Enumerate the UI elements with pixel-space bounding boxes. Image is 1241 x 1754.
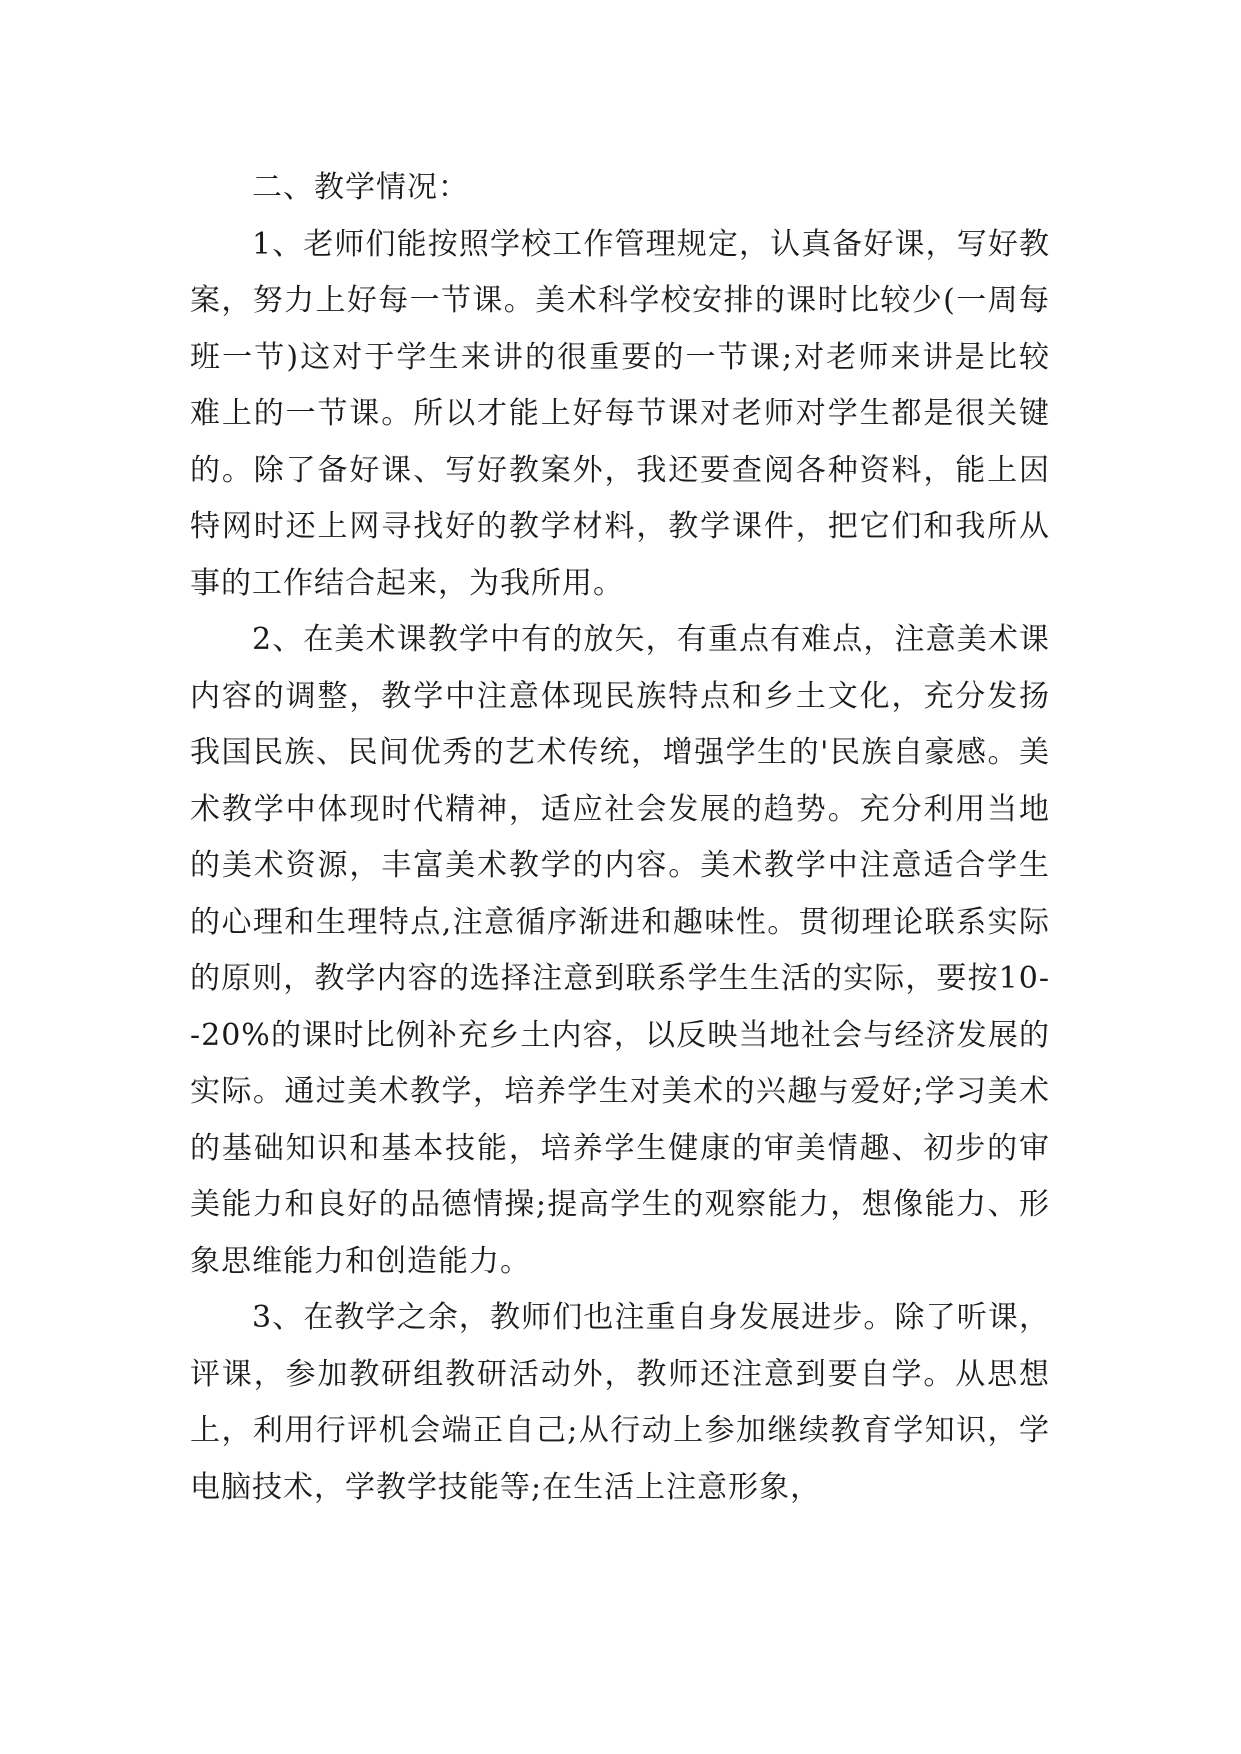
paragraph-1: 1、老师们能按照学校工作管理规定，认真备好课，写好教案，努力上好每一节课。美术科学校安排的课时比较少(一周每班一节)这对于学生来讲的很重要的一节课;对老师来讲是比较难上的一节课。所以才能上好每节课对老师对学生都是很关键的。除了备好课、写好教案外，我还要查阅各种资料，能上因特网时还上网寻找好的教学材料，教学课件，把它们和我所从事的工作结合起来，为我所用。 [190, 226, 1050, 601]
section-heading: 二、教学情况： [252, 170, 469, 205]
document-body [190, 160, 1050, 1516]
paragraph-3: 3、在教学之余，教师们也注重自身发展进步。除了听课，评课，参加教研组教研活动外，教师还注意到要自学。从思想上，利用行评机会端正自己;从行动上参加继续教育学知识，学电脑技术，学教学技能等;在生活上注意形象， [190, 1300, 1050, 1505]
paragraph-2: 2、在美术课教学中有的放矢，有重点有难点，注意美术课内容的调整，教学中注意体现民族特点和乡土文化，充分发扬我国民族、民间优秀的艺术传统，增强学生的'民族自豪感。美术教学中体现时代精神，适应社会发展的趋势。充分利用当地的美术资源，丰富美术教学的内容。美术教学中注意适合学生的心理和生理特点,注意循序渐进和趣味性。贯彻理论联系实际的原则，教学内容的选择注意到联系学生生活的实际，要按10--20%的课时比例补充乡土内容，以反映当地社会与经济发展的实际。通过美术教学，培养学生对美术的兴趣与爱好;学习美术的基础知识和基本技能，培养学生健康的审美情趣、初步的审美能力和良好的品德情操;提高学生的观察能力，想像能力、形象思维能力和创造能力。 [190, 622, 1050, 1279]
